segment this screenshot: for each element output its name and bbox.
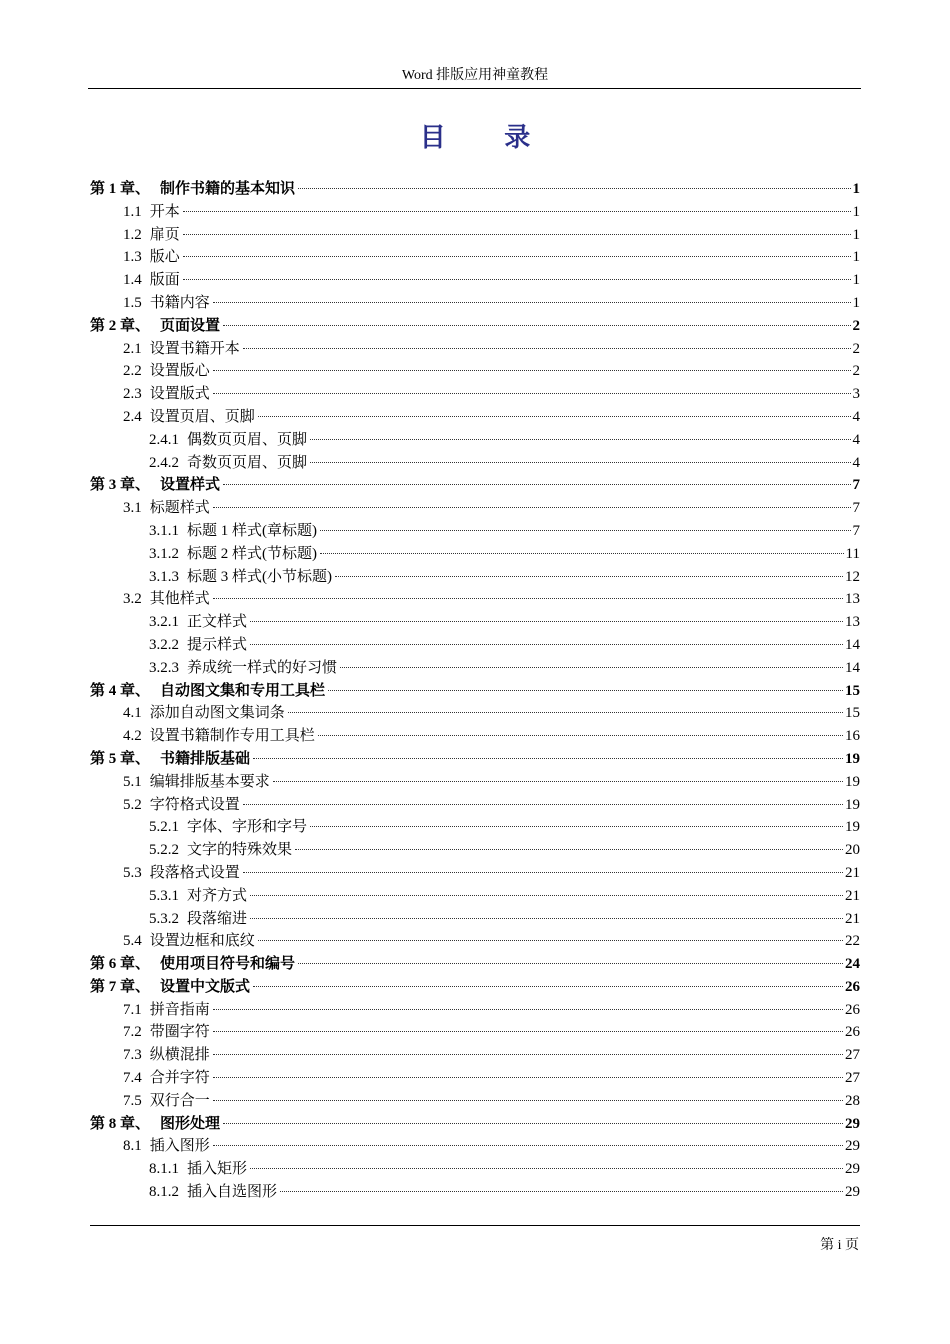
toc-section-entry[interactable] [90,702,860,725]
toc-entry-title: 版面 [149,272,180,289]
dot-leader [340,667,843,668]
toc-entry-number: 3.2 [123,591,142,608]
toc-entry-title: 偶数页页眉、页脚 [187,431,308,448]
toc-entry-number: 3.1.2 [149,545,179,562]
toc-entry-page: 27 [845,1070,860,1087]
dot-leader [223,1123,843,1124]
dot-leader [213,302,851,303]
toc-entry-number: 8.1.1 [149,1161,179,1178]
dot-leader [310,439,850,440]
footer-rule [90,1225,860,1226]
toc-section-entry[interactable] [90,543,860,566]
dot-leader [243,348,851,349]
toc-entry-number: 5.3 [123,864,142,881]
toc-entry-page: 1 [852,294,860,311]
toc-section-entry[interactable] [90,885,860,908]
dot-leader [213,507,851,508]
toc-entry-title: 合并字符 [149,1070,210,1087]
toc-entry-page: 27 [845,1047,860,1064]
toc-entry-number: 5.1 [123,773,142,790]
dot-leader [320,530,851,531]
footer-page-number: 第 i 页 [820,1238,859,1253]
dot-leader [213,370,851,371]
toc-entry-title: 设置版心 [149,363,210,380]
toc-entry-number: 第 2 章、 [90,317,151,334]
toc-section-entry[interactable] [90,566,860,589]
toc-entry-title: 标题 3 样式(小节标题) [187,568,332,585]
toc-entry-page: 4 [852,431,860,448]
toc-entry-page: 29 [845,1138,860,1155]
toc-entry-page: 1 [852,203,860,220]
toc-entry-number: 第 1 章、 [90,181,151,197]
toc-entry-page: 12 [845,568,860,585]
toc-section-entry[interactable] [90,1044,860,1067]
toc-entry-page: 7 [852,477,860,494]
toc-entry-title: 设置书籍开本 [149,340,240,357]
dot-leader [335,576,843,577]
toc-section-entry[interactable] [90,930,860,953]
toc-entry-number: 8.1.2 [149,1184,179,1201]
toc-entry-page: 14 [845,659,860,676]
toc-section-entry[interactable] [90,406,860,429]
toc-entry-page: 15 [845,682,860,699]
toc-entry-title: 段落格式设置 [149,864,240,881]
toc-entry-title: 版心 [149,249,180,266]
toc-chapter-entry[interactable] [90,315,860,338]
toc-section-entry[interactable] [90,794,860,817]
toc-entry-title: 扉页 [149,226,180,243]
toc-entry-title: 其他样式 [149,591,210,608]
toc-section-entry[interactable] [90,588,860,611]
toc-entry-number: 5.2 [123,796,142,813]
toc-entry-number: 7.3 [123,1047,142,1064]
toc-entry-title: 插入图形 [149,1138,210,1155]
toc-entry-page: 14 [845,636,860,653]
toc-entry-number: 1.1 [123,203,142,220]
toc-entry-title: 制作书籍的基本知识 [160,181,296,197]
toc-entry-title: 使用项目符号和编号 [160,956,296,973]
toc-entry-number: 1.2 [123,226,142,243]
toc-entry-title: 文字的特殊效果 [187,842,293,859]
toc-entry-page: 21 [845,887,860,904]
toc-entry-number: 2.4 [123,408,142,425]
dot-leader [183,211,851,212]
toc-entry-number: 5.4 [123,933,142,950]
dot-leader [183,279,851,280]
toc-entry-title: 提示样式 [187,636,248,653]
toc-entry-number: 2.2 [123,363,142,380]
toc-chapter-entry[interactable] [90,680,860,703]
dot-leader [213,1145,843,1146]
toc-section-entry[interactable] [90,1135,860,1158]
toc-section-entry[interactable] [90,862,860,885]
toc-entry-number: 第 5 章、 [90,750,151,767]
dot-leader [223,325,850,326]
dot-leader [320,553,844,554]
dot-leader [223,484,850,485]
dot-leader [273,781,843,782]
toc-entry-title: 开本 [149,203,180,220]
toc-chapter-entry[interactable] [90,953,860,976]
toc-entry-title: 自动图文集和专用工具栏 [160,682,326,699]
toc-entry-title: 设置页眉、页脚 [149,408,255,425]
toc-section-entry[interactable] [90,725,860,748]
toc-entry-title: 双行合一 [149,1092,210,1109]
dot-leader [250,895,843,896]
dot-leader [183,256,851,257]
toc-entry-title: 正文样式 [187,614,248,631]
dot-leader [310,462,850,463]
toc-entry-number: 4.2 [123,728,142,745]
toc-chapter-entry[interactable] [90,1113,860,1136]
dot-leader [213,393,851,394]
toc-entry-title: 标题样式 [149,500,210,517]
dot-leader [258,940,843,941]
toc-entry-page: 26 [845,1001,860,1018]
toc-entry-title: 编辑排版基本要求 [149,773,270,790]
dot-leader [298,188,850,189]
toc-chapter-entry[interactable] [90,748,860,771]
toc-entry-number: 第 3 章、 [90,477,151,494]
toc-section-entry[interactable] [90,1021,860,1044]
dot-leader [250,1168,843,1169]
toc-entry-page: 2 [852,363,860,380]
toc-section-entry[interactable] [90,269,860,292]
toc-section-entry[interactable] [90,497,860,520]
toc-entry-number: 第 6 章、 [90,956,151,973]
toc-entry-page: 29 [845,1161,860,1178]
toc-entry-title: 养成统一样式的好习惯 [187,659,338,676]
toc-section-entry[interactable] [90,520,860,543]
toc-entry-number: 第 8 章、 [90,1115,151,1132]
toc-entry-number: 3.1.3 [149,568,179,585]
toc-entry-page: 29 [845,1115,860,1132]
toc-entry-title: 字符格式设置 [149,796,240,813]
toc-section-entry[interactable] [90,429,860,452]
dot-leader [318,735,843,736]
toc-entry-number: 3.2.1 [149,614,179,631]
toc-entry-title: 插入自选图形 [187,1184,278,1201]
toc-list [90,178,860,1204]
toc-entry-number: 4.1 [123,705,142,722]
toc-entry-number: 7.2 [123,1024,142,1041]
toc-entry-title: 书籍排版基础 [160,750,251,767]
toc-chapter-entry[interactable] [90,178,860,201]
toc-entry-page: 26 [845,978,860,995]
toc-entry-title: 段落缩进 [187,910,248,927]
toc-entry-number: 3.2.2 [149,636,179,653]
dot-leader [213,1031,843,1032]
toc-entry-title: 对齐方式 [187,887,248,904]
toc-entry-title: 添加自动图文集词条 [149,705,285,722]
toc-section-entry[interactable] [90,1090,860,1113]
dot-leader [243,804,843,805]
toc-entry-title: 标题 2 样式(节标题) [187,545,317,562]
toc-entry-number: 7.1 [123,1001,142,1018]
toc-section-entry[interactable] [90,1158,860,1181]
toc-entry-number: 3.2.3 [149,659,179,676]
toc-section-entry[interactable] [90,383,860,406]
dot-leader [243,872,843,873]
dot-leader [213,1077,843,1078]
toc-entry-title: 设置边框和底纹 [149,933,255,950]
dot-leader [250,918,843,919]
toc-entry-title: 奇数页页眉、页脚 [187,454,308,471]
toc-entry-title: 设置版式 [149,386,210,403]
toc-section-entry[interactable] [90,657,860,680]
toc-entry-page: 19 [845,796,860,813]
toc-entry-title: 设置中文版式 [160,978,251,995]
toc-entry-page: 13 [845,591,860,608]
dot-leader [253,986,843,987]
toc-entry-number: 5.3.2 [149,910,179,927]
toc-entry-number: 1.4 [123,272,142,289]
toc-entry-page: 7 [852,522,860,539]
toc-entry-page: 1 [852,249,860,266]
toc-entry-page: 16 [845,728,860,745]
toc-entry-number: 5.2.1 [149,819,179,836]
dot-leader [288,712,843,713]
dot-leader [253,758,843,759]
toc-section-entry[interactable] [90,839,860,862]
toc-entry-page: 20 [845,842,860,859]
toc-entry-title: 设置样式 [160,477,221,494]
toc-chapter-entry[interactable] [90,976,860,999]
header-rule [88,88,861,89]
toc-entry-number: 3.1.1 [149,522,179,539]
toc-entry-title: 书籍内容 [149,294,210,311]
toc-entry-page: 28 [845,1092,860,1109]
toc-entry-number: 1.5 [123,294,142,311]
toc-entry-page: 21 [845,910,860,927]
dot-leader [295,849,843,850]
toc-section-entry[interactable] [90,771,860,794]
toc-entry-number: 5.2.2 [149,842,179,859]
toc-entry-page: 3 [852,386,860,403]
toc-section-entry[interactable] [90,338,860,361]
toc-entry-number: 8.1 [123,1138,142,1155]
dot-leader [250,644,843,645]
toc-entry-page: 4 [852,454,860,471]
toc-entry-page: 7 [852,500,860,517]
toc-entry-number: 7.5 [123,1092,142,1109]
toc-entry-page: 2 [852,340,860,357]
toc-section-entry[interactable] [90,224,860,247]
dot-leader [213,1100,843,1101]
toc-entry-number: 7.4 [123,1070,142,1087]
toc-entry-number: 第 4 章、 [90,682,151,699]
dot-leader [250,621,843,622]
toc-entry-title: 拼音指南 [149,1001,210,1018]
toc-entry-number: 2.3 [123,386,142,403]
toc-entry-page: 24 [845,956,860,973]
toc-entry-title: 页面设置 [160,317,221,334]
dot-leader [213,1054,843,1055]
dot-leader [183,234,851,235]
toc-chapter-entry[interactable] [90,474,860,497]
toc-entry-title: 标题 1 样式(章标题) [187,522,317,539]
toc-section-entry[interactable] [90,246,860,269]
toc-entry-page: 2 [852,317,860,334]
toc-entry-page: 1 [852,181,860,197]
toc-entry-page: 15 [845,705,860,722]
toc-entry-page: 29 [845,1184,860,1201]
toc-section-entry[interactable] [90,292,860,315]
toc-entry-page: 11 [845,545,860,562]
toc-entry-title: 纵横混排 [149,1047,210,1064]
toc-entry-number: 1.3 [123,249,142,266]
toc-entry-number: 第 7 章、 [90,978,151,995]
toc-entry-number: 2.1 [123,340,142,357]
toc-entry-title: 插入矩形 [187,1161,248,1178]
dot-leader [280,1191,843,1192]
toc-title: 目 录 [419,123,557,152]
dot-leader [258,416,851,417]
toc-entry-page: 19 [845,773,860,790]
toc-section-entry[interactable] [90,634,860,657]
toc-entry-page: 21 [845,864,860,881]
toc-entry-title: 设置书籍制作专用工具栏 [149,728,315,745]
toc-entry-number: 2.4.2 [149,454,179,471]
toc-entry-page: 19 [845,819,860,836]
dot-leader [213,1009,843,1010]
toc-section-entry[interactable] [90,908,860,931]
toc-section-entry[interactable] [90,999,860,1022]
toc-section-entry[interactable] [90,816,860,839]
toc-section-entry[interactable] [90,201,860,224]
toc-entry-title: 图形处理 [160,1115,221,1132]
toc-section-entry[interactable] [90,452,860,475]
toc-section-entry[interactable] [90,1181,860,1204]
toc-entry-page: 1 [852,272,860,289]
toc-entry-page: 13 [845,614,860,631]
toc-entry-page: 1 [852,226,860,243]
toc-section-entry[interactable] [90,360,860,383]
toc-section-entry[interactable] [90,611,860,634]
toc-entry-page: 22 [845,933,860,950]
toc-section-entry[interactable] [90,1067,860,1090]
toc-entry-number: 2.4.1 [149,431,179,448]
running-header: Word 排版应用神童教程 [401,68,549,83]
toc-entry-number: 5.3.1 [149,887,179,904]
dot-leader [213,598,843,599]
toc-entry-page: 19 [845,750,860,767]
dot-leader [328,690,843,691]
toc-entry-page: 4 [852,408,860,425]
toc-entry-number: 3.1 [123,500,142,517]
dot-leader [310,826,843,827]
dot-leader [298,963,843,964]
toc-entry-title: 带圈字符 [149,1024,210,1041]
toc-entry-page: 26 [845,1024,860,1041]
toc-entry-title: 字体、字形和字号 [187,819,308,836]
